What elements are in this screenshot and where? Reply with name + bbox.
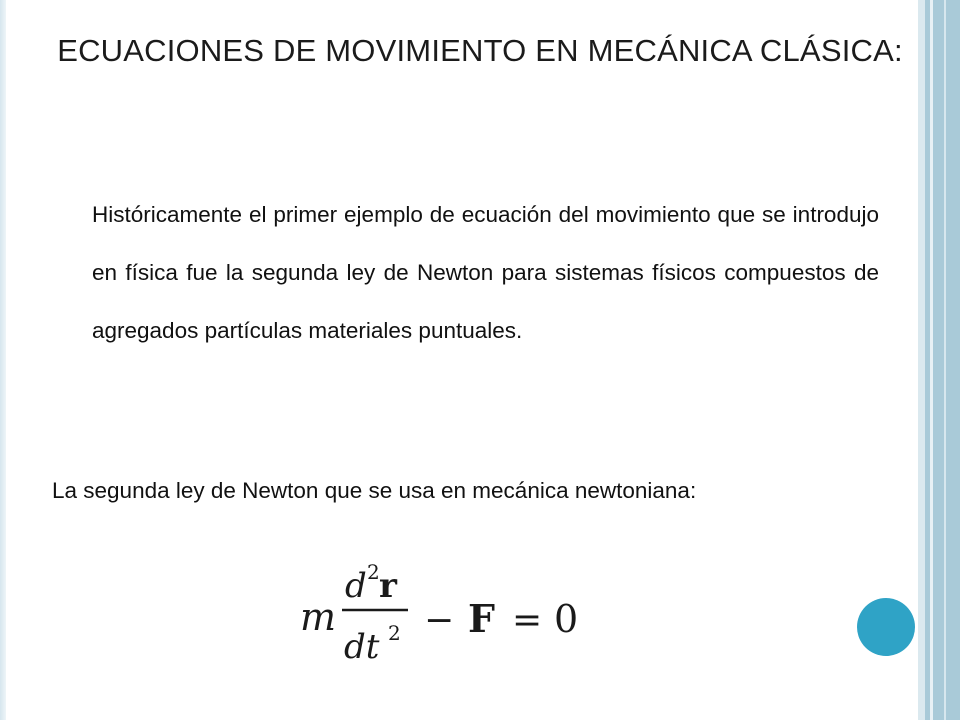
formula-numerator-r: r — [379, 566, 397, 606]
formula-numerator-d: d — [345, 566, 367, 606]
frame-stripe — [944, 0, 946, 720]
formula-minus: − — [424, 600, 455, 641]
formula-mass: m — [300, 595, 337, 639]
paragraph-history: Históricamente el primer ejemplo de ecuación del movimiento que se introdujo en física fue la segunda ley de Newton para sistemas físicos compuestos de agregados partículas materiales puntuales. — [92, 202, 879, 343]
left-frame-border — [0, 0, 6, 720]
frame-stripe — [930, 0, 933, 720]
formula-denominator-dt: dt — [344, 627, 380, 667]
paragraph-newton-law: La segunda ley de Newton que se usa en mecánica newtoniana: — [52, 478, 697, 503]
formula-numerator-exponent: 2 — [367, 560, 380, 584]
newton-second-law-formula — [296, 554, 596, 674]
right-frame-border — [918, 0, 960, 720]
formula-zero: 0 — [554, 597, 579, 641]
formula-denominator-exponent: 2 — [388, 621, 401, 645]
formula-force: F — [468, 596, 495, 641]
decorative-circle — [857, 598, 915, 656]
formula-equals: = — [512, 600, 543, 641]
slide-title: ECUACIONES DE MOVIMIENTO EN MECÁNICA CLÁSICA: — [57, 33, 903, 68]
frame-stripe — [918, 0, 925, 720]
